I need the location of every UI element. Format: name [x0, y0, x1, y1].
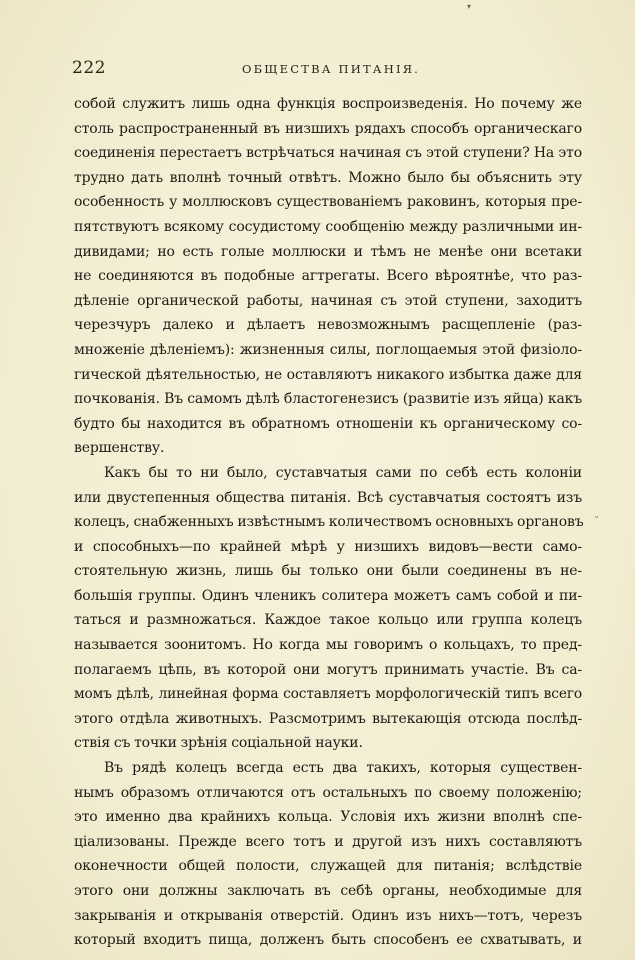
text-line: ціализованы. Прежде всего тотъ и другой изъ нихъ составляютъ	[74, 833, 582, 850]
text-line: этого они должны заключать въ себѣ органы, необходимые для	[74, 883, 582, 899]
text-line: ствія съ точки зрѣнія соціальной науки.	[74, 735, 363, 752]
text-line: оконечности общей полости, служащей для питанія; вслѣдствіе	[74, 858, 582, 875]
text-line: Какъ бы то ни было, суставчатыя сами по себѣ есть колоніи	[104, 464, 582, 481]
text-line: почкованія. Въ самомъ дѣлѣ бластогенезисъ (развитіе изъ яйца) какъ	[74, 391, 582, 408]
text-line: особенность у моллюсковъ существованіемъ раковинъ, которыя пре-	[74, 194, 582, 211]
text-line: соединенія перестаетъ встрѣчаться начиная съ этой ступени? На это	[74, 145, 582, 162]
paragraph-2	[74, 461, 582, 756]
text-line: полагаемъ цѣпь, въ которой они могутъ принимать участіе. Въ са-	[74, 661, 582, 678]
text-line: пятствуютъ всякому сосудистому сообщенію между различными ин-	[74, 218, 582, 235]
body-text	[74, 92, 582, 953]
text-line: трудно дать вполнѣ точный отвѣтъ. Можно было бы объяснить эту	[74, 169, 582, 186]
text-line: называется зоонитомъ. Но когда мы говоримъ о кольцахъ, то пред-	[74, 637, 582, 654]
paragraph-3	[74, 756, 582, 953]
text-line: большія группы. Одинъ членикъ солитера можетъ самъ собой и пи-	[74, 587, 582, 604]
text-line: и способныхъ—по крайней мѣрѣ у низшихъ видовъ—вести само-	[74, 538, 582, 555]
text-line: это именно два крайнихъ кольца. Условія ихъ жизни вполнѣ спе-	[74, 809, 582, 826]
text-line: собой служитъ лишь одна функція воспроизведенія. Но почему же	[74, 96, 582, 112]
text-line: множеніе дѣленіемъ): жизненныя силы, поглощаемыя этой физіоло-	[74, 341, 582, 358]
text-line: гической дѣятельностью, не оставляютъ никакого избытка даже для	[74, 366, 582, 383]
text-line: который входитъ пища, долженъ быть способенъ ее схватывать, и	[74, 932, 582, 949]
text-line: или двустепенныя общества питанія. Всѣ суставчатыя состоятъ изъ	[74, 489, 582, 506]
text-line: таться и размножаться. Каждое такое кольцо или группа колецъ	[74, 612, 582, 629]
text-line: колецъ, снабженныхъ извѣстнымъ количествомъ основныхъ органовъ	[74, 514, 584, 531]
text-line: не соединяются въ подобные агтрегаты. Всего вѣроятнѣе, что раз-	[74, 268, 582, 285]
top-speck-mark: ▾	[467, 2, 472, 11]
page-number: 222	[72, 58, 106, 78]
text-line: закрыванія и открыванія отверстій. Одинъ изъ нихъ—тотъ, черезъ	[74, 907, 582, 924]
running-head	[72, 58, 582, 80]
text-line: дивидами; но есть голые моллюски и тѣмъ не менѣе они всетаки	[74, 243, 582, 260]
text-line: столь распространенный въ низшихъ рядахъ способъ органическаго	[74, 120, 582, 137]
text-line: стоятельную жизнь, лишь бы только они были соединены въ не-	[74, 563, 582, 580]
text-line: этого отдѣла животныхъ. Разсмотримъ вытекающія отсюда послѣд-	[74, 710, 582, 727]
text-line: нымъ образомъ отличаются отъ остальныхъ по своему положенію;	[74, 784, 582, 801]
text-line: момъ дѣлѣ, линейная форма составляетъ морфологическій типъ всего	[74, 686, 582, 703]
text-line: черезчуръ далеко и дѣлаетъ невозможнымъ расщепленіе (раз-	[74, 317, 582, 334]
text-line: Въ рядѣ колецъ всегда есть два такихъ, которыя существен-	[104, 760, 582, 777]
paragraph-1	[74, 92, 582, 461]
margin-speck-mark: ˘	[594, 516, 599, 527]
text-line: будто бы находится въ обратномъ отношеніи къ органическому со-	[74, 415, 582, 432]
text-line: вершенству.	[74, 440, 165, 457]
running-title: ОБЩЕСТВА ПИТАНІЯ.	[242, 62, 421, 76]
text-line: дѣленіе органической работы, начиная съ этой ступени, заходитъ	[74, 292, 582, 309]
